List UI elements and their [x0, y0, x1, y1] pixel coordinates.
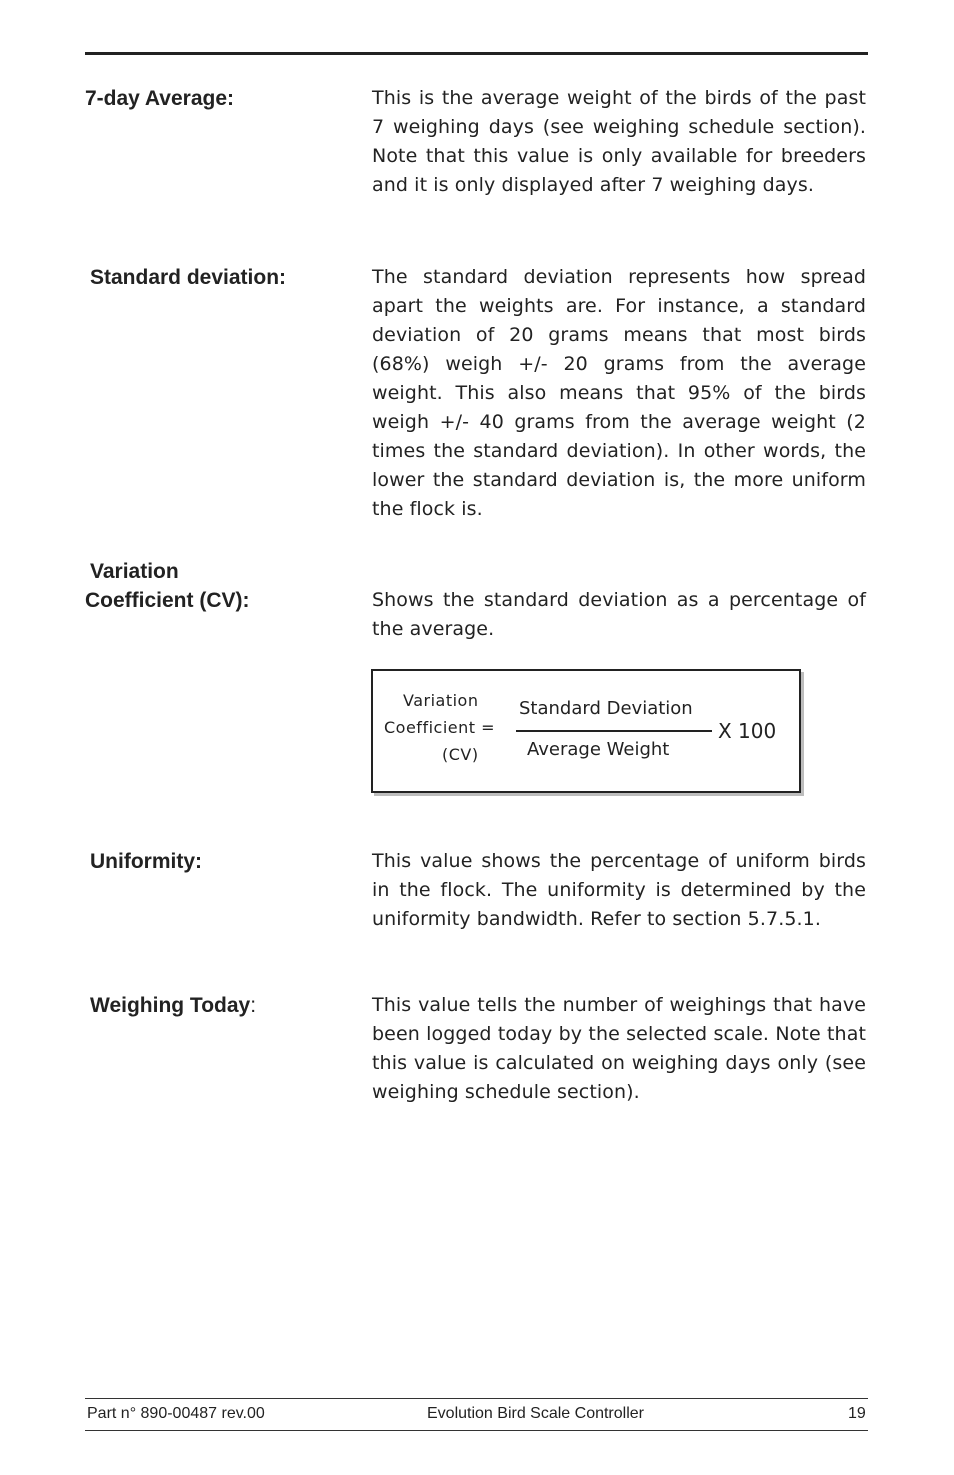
term-uniformity: Uniformity: [90, 850, 202, 873]
term-variation-line2: Coefficient (CV): [85, 589, 250, 612]
formula-lhs-coefficient: Coefficient = [384, 718, 496, 737]
definition-7-day-average: This is the average weight of the birds of the past 7 weighing days (see weighing schedule section). Note that this value is only available for breeders and it is only displayed after 7 weighing days. [372, 87, 866, 196]
term-standard-deviation: Standard deviation: [90, 266, 287, 289]
formula-denominator: Average Weight [527, 739, 670, 760]
term-weighing-today-colon: : [250, 994, 257, 1017]
formula-lhs-variation: Variation [403, 691, 479, 710]
formula-multiplier: X 100 [718, 719, 777, 743]
cv-formula-box [371, 669, 801, 793]
footer-title: Evolution Bird Scale Controller [427, 1405, 644, 1422]
footer-part-number: Part n° 890-00487 rev.00 [87, 1405, 265, 1422]
definition-weighing-today: This value tells the number of weighings that have been logged today by the selected scale. Note that this value is calculated on weighing days only (see weighing schedule section). [372, 994, 866, 1103]
definition-variation-coefficient: Shows the standard deviation as a percentage of the average. [372, 589, 866, 640]
fraction-bar [516, 730, 712, 732]
term-weighing-today [90, 991, 256, 1020]
definition-standard-deviation: The standard deviation represents how spread apart the weights are. For instance, a standard deviation of 20 grams means that most birds (68%) weigh +/- 20 grams from the average weight. This also means that 95% of the birds weigh +/- 40 grams from the average weight (2 times the standard deviation). In other words, the lower the standard deviation is, the more uniform the flock is. [372, 266, 866, 520]
footer-top-rule [85, 1398, 868, 1399]
definition-uniformity: This value shows the percentage of uniform birds in the flock. The uniformity is determined by the uniformity bandwidth. Refer to section 5.7.5.1. [372, 850, 866, 930]
formula-lhs-cv: (CV) [442, 745, 479, 764]
term-weighing-today-text: Weighing Today [90, 994, 251, 1017]
formula-numerator: Standard Deviation [519, 698, 693, 719]
term-variation-line1: Variation [90, 560, 179, 583]
term-7-day-average: 7-day Average: [85, 87, 235, 110]
footer-bottom-rule [85, 1430, 868, 1431]
header-rule [85, 52, 868, 55]
footer-page-number: 19 [848, 1405, 866, 1422]
